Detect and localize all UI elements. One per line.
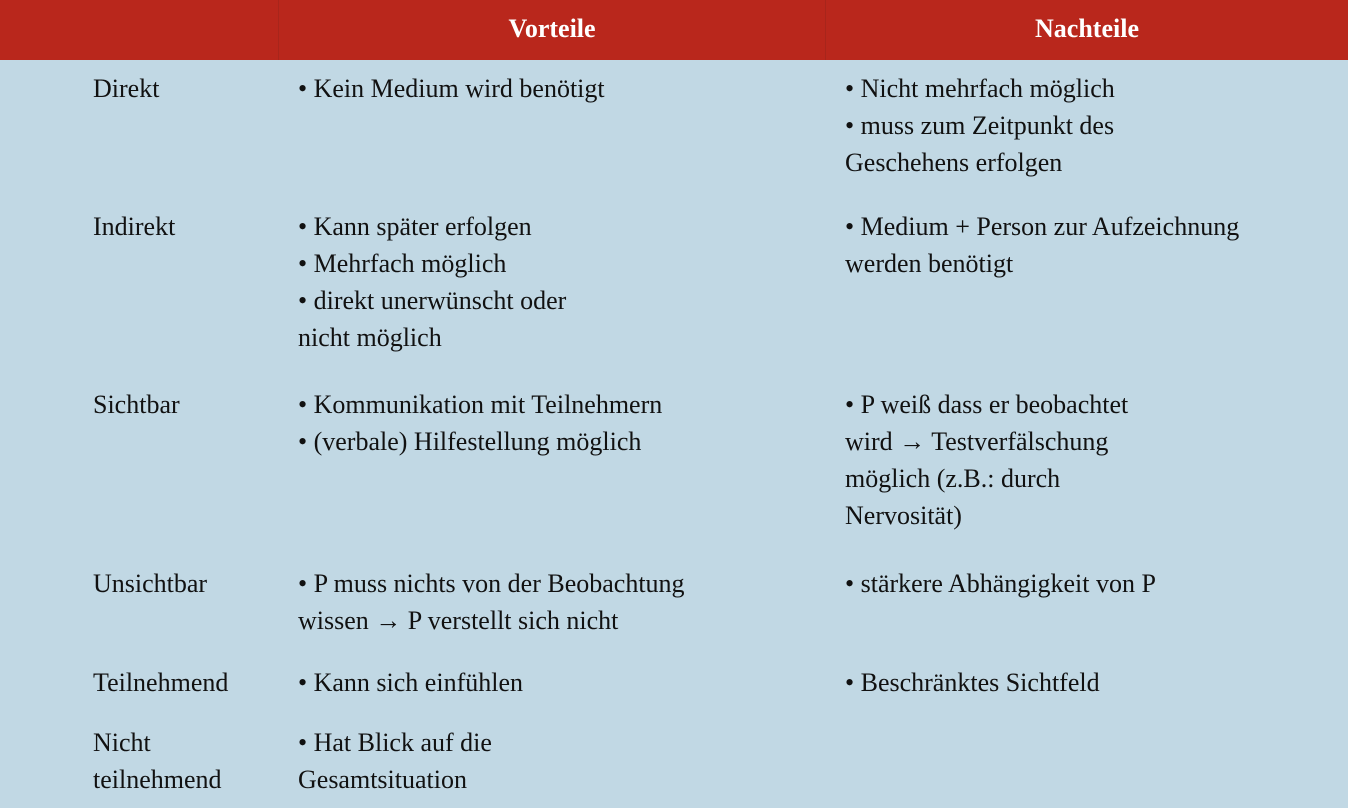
row-vorteile: • Kann sich einfühlen xyxy=(298,668,523,697)
row-nachteile: • Beschränktes Sichtfeld xyxy=(845,668,1100,697)
row-vorteile: • Kein Medium wird benötigt xyxy=(298,74,605,103)
header-empty-cell xyxy=(0,0,278,60)
row-vorteile: • P muss nichts von der Beobachtung wissen → P verstellt sich nicht xyxy=(298,569,685,635)
row-label: Sichtbar xyxy=(93,390,180,419)
row-vorteile: • Hat Blick auf die Gesamtsituation xyxy=(298,728,492,794)
row-vorteile: • Kommunikation mit Teilnehmern • (verbale) Hilfestellung möglich xyxy=(298,390,663,456)
row-nachteile: • P weiß dass er beobachtet wird → Testverfälschung möglich (z.B.: durch Nervosität) xyxy=(845,390,1129,530)
row-vorteile: • Kann später erfolgen • Mehrfach möglich • direkt unerwünscht oder nicht möglich xyxy=(298,212,567,352)
row-nachteile: • Medium + Person zur Aufzeichnung werden benötigt xyxy=(845,212,1240,278)
header-vorteile: Vorteile xyxy=(508,14,596,43)
table-header-row xyxy=(0,0,1348,60)
row-nachteile: • Nicht mehrfach möglich • muss zum Zeitpunkt des Geschehens erfolgen xyxy=(845,74,1115,177)
header-nachteile: Nachteile xyxy=(1035,14,1139,43)
row-nachteile: • stärkere Abhängigkeit von P xyxy=(845,569,1156,598)
row-label: Direkt xyxy=(93,74,160,103)
row-label: Indirekt xyxy=(93,212,176,241)
row-label: Unsichtbar xyxy=(93,569,208,598)
row-label: Teilnehmend xyxy=(93,668,229,697)
row-label: Nicht teilnehmend xyxy=(93,728,222,794)
